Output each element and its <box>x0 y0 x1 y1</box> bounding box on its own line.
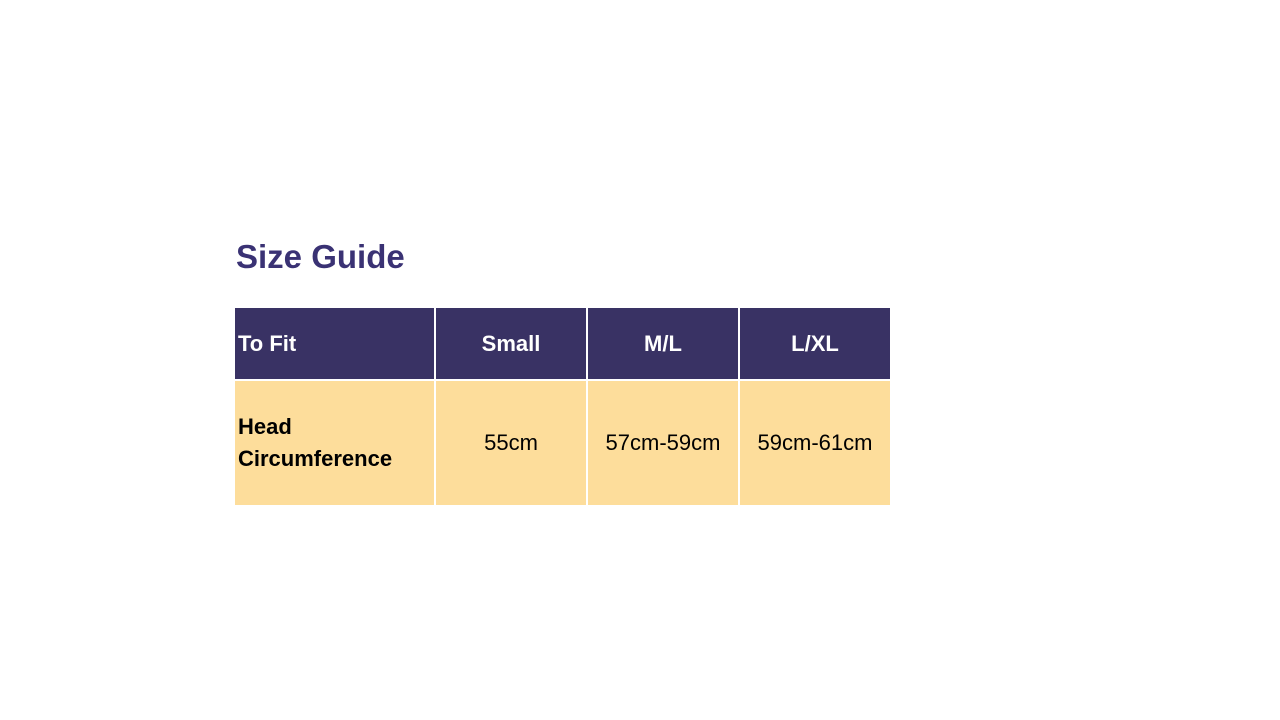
table-header-lxl: L/XL <box>739 307 891 380</box>
cell-small-value: 55cm <box>435 380 587 506</box>
table-header-row <box>234 307 891 380</box>
size-guide-table <box>233 306 892 507</box>
table-header-to-fit: To Fit <box>234 307 435 380</box>
cell-ml-value: 57cm-59cm <box>587 380 739 506</box>
table-header-ml: M/L <box>587 307 739 380</box>
row-label-head-circumference: Head Circumference <box>234 380 435 506</box>
table-header-small: Small <box>435 307 587 380</box>
table-row-head-circumference <box>234 380 891 506</box>
cell-lxl-value: 59cm-61cm <box>739 380 891 506</box>
page-title: Size Guide <box>236 238 405 275</box>
